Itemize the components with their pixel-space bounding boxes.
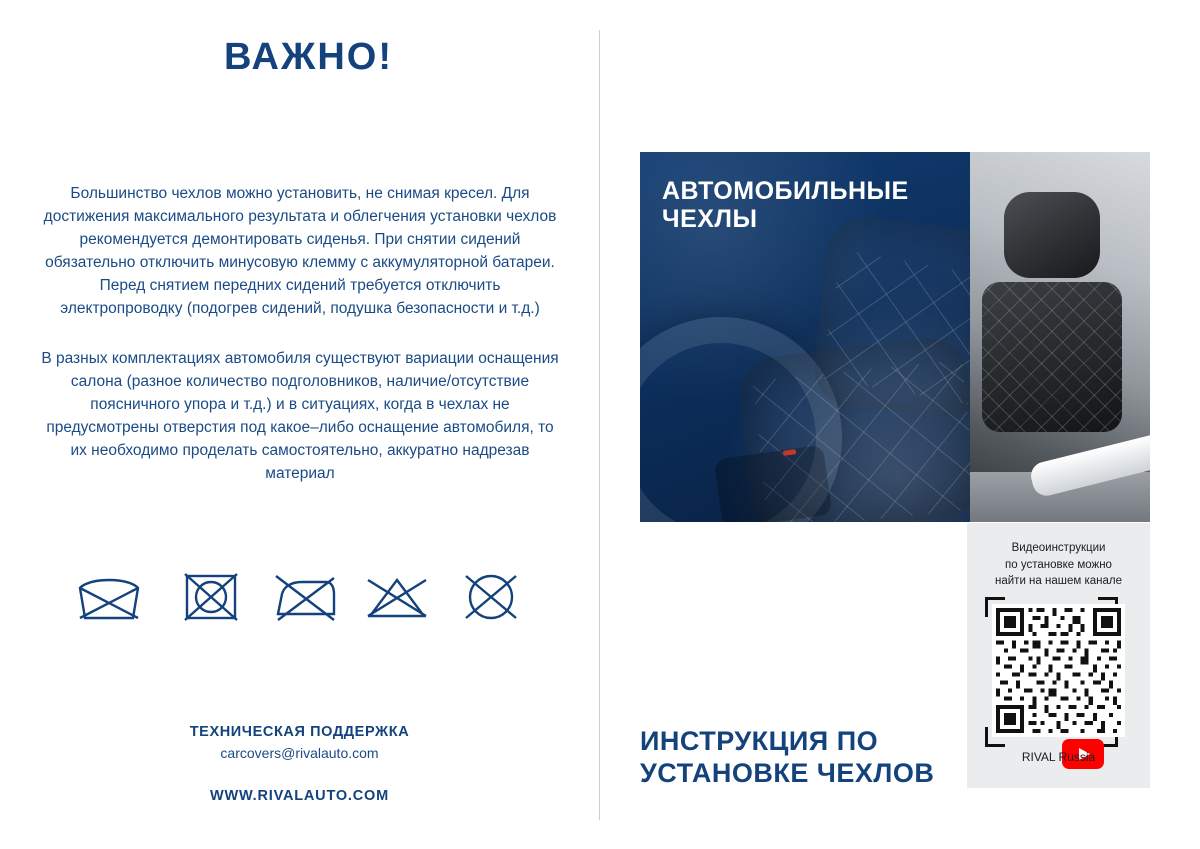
document-title	[640, 726, 970, 790]
instruction-paragraph-2: В разных комплектациях автомобиля существуют вариации оснащения салона (разное количество подголовников, наличие/отсутствие поясничного упора и т.д.) и в ситуациях, когда в чехлах не предусмотрены отверстия под какое–либо оснащение автомобиля, то их необходимо проделать самостоятельно, аккуратно надрезав материал	[41, 350, 559, 482]
hero-image	[640, 152, 1150, 522]
document-title-line2: УСТАНОВКЕ ЧЕХЛОВ	[640, 757, 935, 788]
no-dry-cleaning-icon	[460, 566, 522, 628]
video-note-line1: Видеоинструкции	[1011, 542, 1106, 554]
video-note-line3: найти на нашем канале	[995, 575, 1122, 588]
hero-title-line1: АВТОМОБИЛЬНЫЕ	[662, 177, 909, 205]
no-tumble-dry-icon	[180, 566, 242, 628]
headrest-shape	[1004, 192, 1100, 278]
support-title: ТЕХНИЧЕСКАЯ ПОДДЕРЖКА	[189, 724, 410, 740]
hero-title-line2: ЧЕХЛЫ	[662, 205, 758, 233]
hero-blue-interior-photo	[640, 152, 970, 522]
website-url[interactable]: WWW.RIVALAUTO.COM	[210, 788, 389, 804]
hero-title	[662, 177, 909, 233]
document-title-line1: ИНСТРУКЦИЯ ПО	[640, 726, 879, 756]
no-ironing-icon	[272, 566, 338, 628]
video-note	[967, 540, 1150, 590]
right-page	[599, 0, 1200, 849]
video-instruction-card	[967, 523, 1150, 788]
qr-code-graphic	[992, 604, 1125, 737]
left-page	[0, 0, 599, 849]
instruction-paragraph-1: Большинство чехлов можно установить, не снимая кресел. Для достижения максимального результата и облегчения установки чехлов рекомендуется демонтировать сиденья. При снятии сидений обязательно отключить минусовую клемму с аккумуляторной батареи. Перед снятием передних сидений требуется отключить электропроводку (подогрев сидений, подушка безопасности и т.д.)	[43, 185, 557, 317]
channel-name: RIVAL Russia	[1021, 750, 1096, 764]
no-washing-icon	[76, 566, 142, 628]
video-note-line2: по установке можно	[1005, 558, 1112, 571]
qr-code[interactable]	[992, 604, 1125, 737]
no-bleaching-icon	[364, 566, 430, 628]
page-title: ВАЖНО!	[224, 36, 393, 78]
hero-gray-interior-photo	[970, 152, 1150, 522]
support-block	[0, 724, 599, 761]
support-email[interactable]: carcovers@rivalauto.com	[220, 745, 379, 761]
gray-seat-shape	[982, 282, 1122, 432]
care-symbols-row	[76, 566, 516, 632]
